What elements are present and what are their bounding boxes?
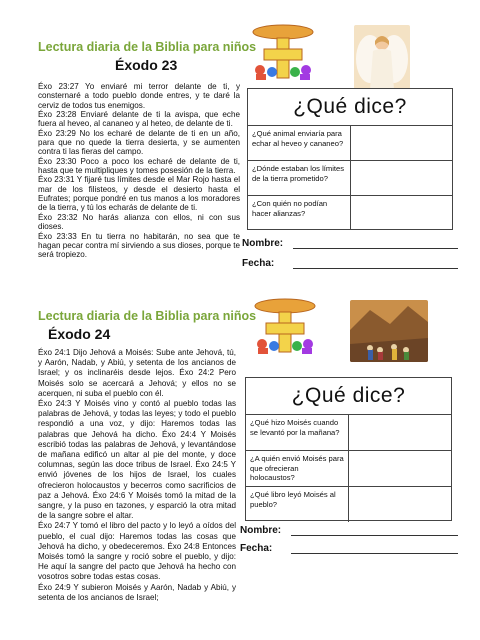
name-line[interactable] <box>293 248 458 249</box>
question-row <box>248 161 452 196</box>
answer-cell[interactable] <box>349 487 451 522</box>
name-label: Nombre: <box>242 238 284 249</box>
answer-cell[interactable] <box>349 451 451 486</box>
date-label: Fecha: <box>240 543 273 554</box>
date-label: Fecha: <box>242 258 275 269</box>
question-box <box>245 377 452 521</box>
moses-mountain-illustration <box>350 300 428 362</box>
worksheet-title: Lectura diaria de la Biblia para niños <box>38 40 257 54</box>
name-line[interactable] <box>291 535 458 536</box>
worksheet-exodo-24 <box>0 300 480 620</box>
question-row <box>246 451 451 487</box>
answer-cell[interactable] <box>349 415 451 450</box>
answer-cell[interactable] <box>351 196 452 230</box>
question-text: ¿Qué animal enviaría para echar al heveo y cananeo? <box>248 126 351 160</box>
scripture-text <box>38 82 240 260</box>
verse: Éxo 23:33 En tu tierra no habitarán, no sea que te hagan pecar contra mí sirviendo a sus dioses, porque te será tropiezo. <box>38 231 240 260</box>
answer-cell[interactable] <box>351 161 452 195</box>
question-box-title: ¿Qué dice? <box>246 378 451 415</box>
verse: Éxo 23:29 No los echaré de delante de ti en un año, para que no quede la tierra desierta, y se aumenten contra ti las fieras del campo. <box>38 128 240 157</box>
verse: Éxo 23:28 Enviaré delante de ti la avispa, que eche fuera al heveo, al cananeo y al heteo, de delante de ti. <box>38 110 240 129</box>
worksheet-title: Lectura diaria de la Biblia para niños <box>38 309 257 323</box>
question-text: ¿Con quién no podían hacer alianzas? <box>248 196 351 230</box>
answer-cell[interactable] <box>351 126 452 160</box>
question-text: ¿Qué libro leyó Moisés al pueblo? <box>246 487 349 522</box>
question-text: ¿A quién envió Moisés para que ofrecieran holocaustos? <box>246 451 349 486</box>
question-box <box>247 88 453 230</box>
verse: Éxo 24:9 Y subieron Moisés y Aarón, Nadab y Abiú, y setenta de los ancianos de Israel; <box>38 582 236 602</box>
angel-illustration <box>354 25 410 89</box>
verse: Éxo 23:31 Y fijaré tus límites desde el Mar Rojo hasta el mar de los filisteos, y desde el desierto hasta el Eufrates; porque pondré en tus manos a los moradores de la tierra, y tú los echarás de delante de ti. <box>38 175 240 213</box>
question-row <box>246 415 451 451</box>
question-row <box>248 126 452 161</box>
question-box-title: ¿Qué dice? <box>248 89 452 126</box>
question-text: ¿Qué hizo Moisés cuando se levantó por la mañana? <box>246 415 349 450</box>
scripture-text <box>38 348 236 603</box>
book-chapter: Éxodo 23 <box>115 57 178 73</box>
verse: Éxo 24:1 Dijo Jehová a Moisés: Sube ante Jehová, tú, y Aarón, Nadab, y Abiú, y setenta de los ancianos de Israel; y os inclinaréis desde lejos. Éxo 24:2 Pero Moisés solo se acercará a Jehová; y ellos no se acerquen, ni suba el pueblo con él. <box>38 348 236 398</box>
question-text: ¿Dónde estaban los límites de la tierra prometido? <box>248 161 351 195</box>
verse: Éxo 23:32 No harás alianza con ellos, ni con sus dioses. <box>38 212 240 232</box>
verse: Éxo 23:30 Poco a poco los echaré de delante de ti, hasta que te multipliques y tomes posesión de la tierra. <box>38 156 240 176</box>
date-line[interactable] <box>293 268 458 269</box>
book-chapter: Éxodo 24 <box>48 326 111 342</box>
question-row <box>248 196 452 230</box>
verse: Éxo 24:3 Y Moisés vino y contó al pueblo todas las palabras de Jehová, y todas las leyes; y todo el pueblo respondió a una voz, y dijo: Haremos todas las palabras que Jehová ha dicho. Éxo 24:4 Y Moisés escribió todas las palabras de Jehová, y levantándose de mañana edificó un altar al pie del monte, y doce columnas, según las doce tribus de Israel. Éxo 24:5 Y envió jóvenes de los hijos de Israel, los cuales ofrecieron holocaustos y becerros como sacrificios de paz a Jehová. Éxo 24:6 Y Moisés tomó la mitad de la sangre, y la puso en tazones, y esparció la otra mitad de la sangre sobre el altar. <box>38 399 236 521</box>
date-line[interactable] <box>291 553 458 554</box>
amigos-de-jesus-logo <box>248 22 318 80</box>
question-row <box>246 487 451 522</box>
verse: Éxo 23:27 Yo enviaré mi terror delante de ti, y consternaré a todo pueblo donde entres, y te daré la cerviz de todos tus enemigos. <box>38 82 240 110</box>
amigos-de-jesus-logo <box>250 296 320 354</box>
verse: Éxo 24:7 Y tomó el libro del pacto y lo leyó a oídos del pueblo, el cual dijo: Haremos todas las cosas que Jehová ha dicho, y obedeceremos. Éxo 24:8 Entonces Moisés tomó la sangre y roció sobre el pueblo, y dijo: He aquí la sangre del pacto que Jehová ha hecho con vosotros sobre todas estas cosas. <box>38 521 236 582</box>
name-label: Nombre: <box>240 525 282 536</box>
